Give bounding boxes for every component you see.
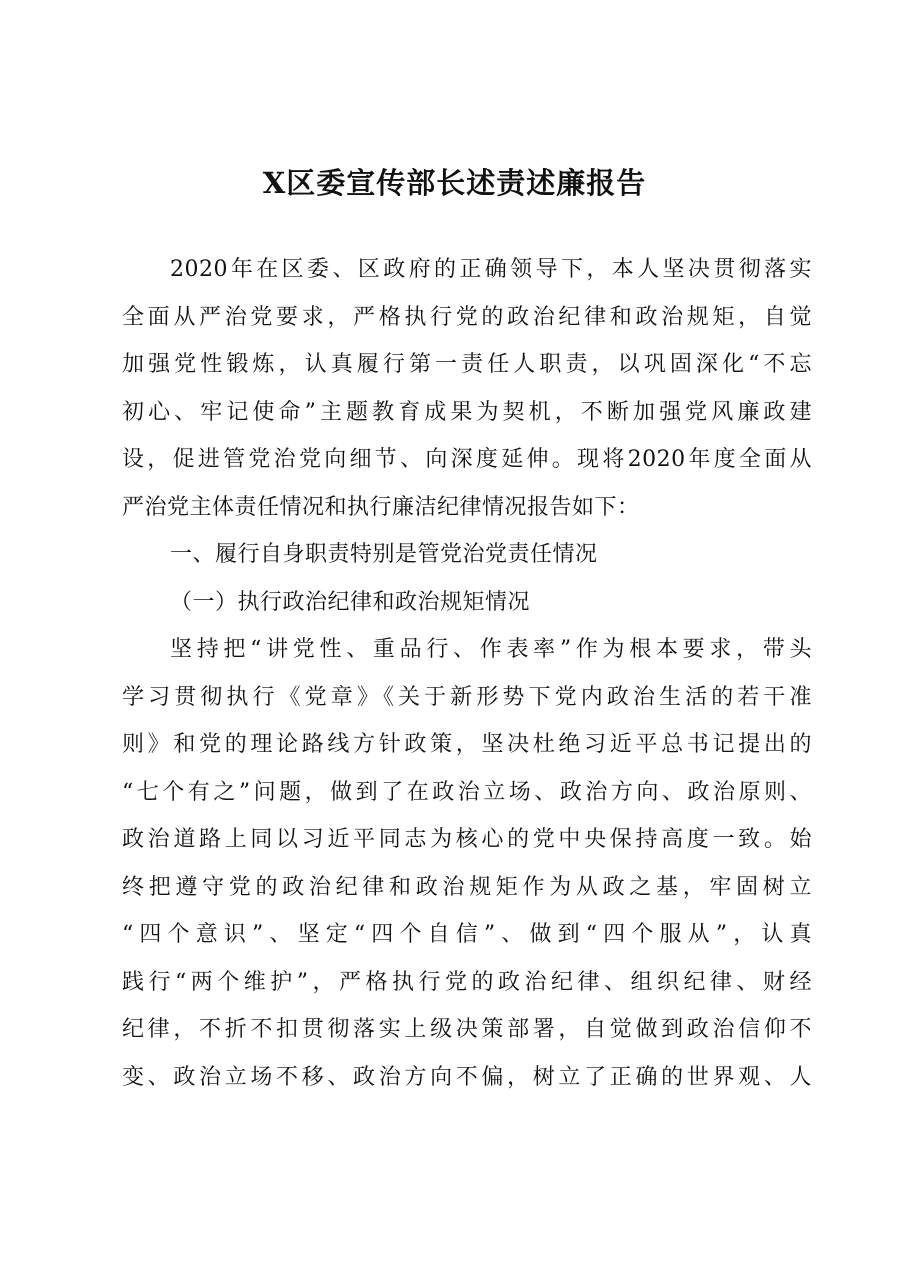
text-line: 设，促进管党治党向细节、向深度延伸。现将2020年度全面从 [122,447,812,472]
text-line: 践行“两个维护”，严格执行党的政治纪律、组织纪律、财经 [122,969,812,995]
text-line: 一、履行自身职责特别是管党治党责任情况 [170,542,598,567]
document-title: X区委宣传部长述责述廉报告 [262,166,647,200]
text-line: 政治道路上同以习近平同志为核心的党中央保持高度一致。始 [122,827,812,852]
text-line: 2020年在区委、区政府的正确领导下，本人坚决贯彻落实 [170,257,812,282]
text-line: 加强党性锻炼，认真履行第一责任人职责，以巩固深化“不忘 [122,352,812,377]
text-line: 则》和党的理论路线方针政策，坚决杜绝习近平总书记提出的 [122,732,812,757]
text-line: （一）执行政治纪律和政治规矩情况 [170,589,531,615]
text-line: 变、政治立场不移、政治方向不偏，树立了正确的世界观、人 [122,1064,812,1090]
document-body [122,246,812,1101]
text-line: 学习贯彻执行《党章》《关于新形势下党内政治生活的若干准 [122,684,812,710]
text-line: 纪律，不折不扣贯彻落实上级决策部署，自觉做到政治信仰不 [122,1017,812,1042]
text-line: 终把遵守党的政治纪律和政治规矩作为从政之基，牢固树立 [122,874,812,900]
text-line: 全面从严治党要求，严格执行党的政治纪律和政治规矩，自觉 [122,304,812,330]
text-line: 坚持把“讲党性、重品行、作表率”作为根本要求，带头 [170,637,812,662]
text-line: 初心、牢记使命”主题教育成果为契机，不断加强党风廉政建 [122,399,812,425]
text-line: “七个有之”问题，做到了在政治立场、政治方向、政治原则、 [122,779,812,805]
text-line: 严治党主体责任情况和执行廉洁纪律情况报告如下： [122,494,640,520]
text-line: “四个意识”、坚定“四个自信”、做到“四个服从”，认真 [122,922,812,947]
